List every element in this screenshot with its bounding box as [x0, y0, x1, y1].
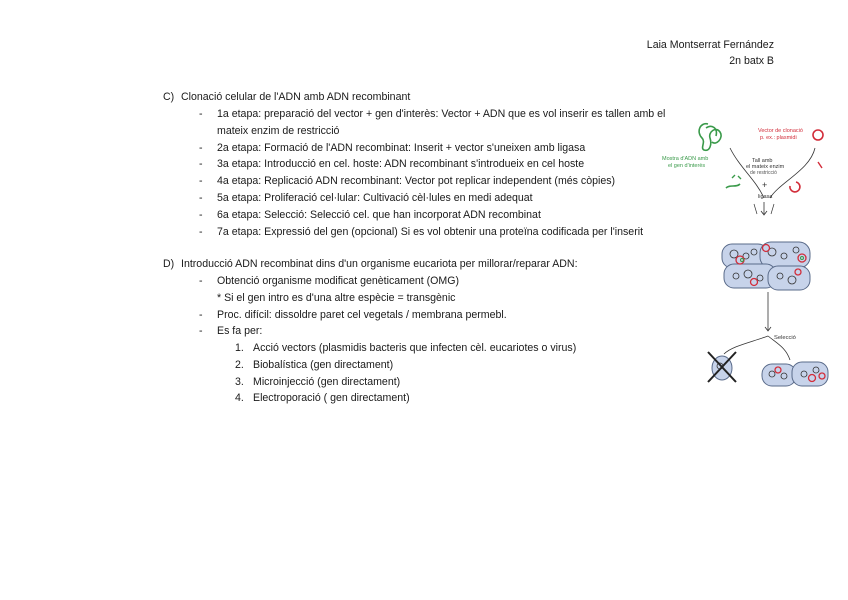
section-d-heading [163, 256, 578, 273]
list-item: - 4a etapa: Replicació ADN recombinant: Vector pot replicar independent (més còpies) [199, 175, 616, 188]
cut-plasmid-icon [790, 182, 800, 192]
list-item: - 7a etapa: Expressió del gen (opcional) Si es vol obtenir una proteïna codificada per l'inserit [199, 225, 644, 238]
list-item: * Si el gen intro es d'una altre espècie = transgènic [217, 291, 456, 304]
section-c-marker: C) [163, 91, 175, 103]
list-item: - 6a etapa: Selecció: Selecció cel. que han incorporat ADN recombinat [199, 208, 541, 221]
label-dna-sample-2: el gen d'interès [668, 163, 706, 169]
label-vector-1: Vector de clonació [758, 128, 803, 134]
rejected-cell [708, 352, 736, 382]
section-d-title: Introducció ADN recombinat dins d'un organisme eucariota per millorar/reparar ADN: [181, 258, 578, 270]
section-d-list [199, 273, 507, 340]
list-item: - 1a etapa: preparació del vector + gen d'interès: Vector + ADN que es vol inserir es tallen amb el [199, 108, 666, 120]
method-item: 2. Biobalística (gen directament) [235, 358, 394, 371]
dna-fragment-icon [726, 184, 740, 188]
method-item: 4. Electroporació ( gen directament) [235, 392, 410, 405]
label-cut-1: Tall amb [752, 158, 773, 164]
selection-diagram [702, 236, 842, 396]
cloning-diagram [660, 118, 840, 222]
class-label: 2n batx B [729, 55, 774, 67]
label-selection: Selecció [774, 335, 796, 341]
methods-list [235, 340, 576, 407]
list-item: - Obtenció organisme modificat genèticament (OMG) [199, 275, 459, 287]
section-c-heading [163, 89, 410, 106]
label-dna-sample-1: Mostra d'ADN amb [662, 156, 709, 162]
plus-sign: + [762, 180, 768, 190]
arrow-down-icon [765, 292, 771, 331]
plasmid-icon [813, 130, 823, 140]
dna-sample-icon [699, 124, 721, 151]
label-vector-2: p. ex.: plasmidi [760, 135, 797, 141]
method-item: 3. Microinjecció (gen directament) [235, 375, 401, 388]
cell-cluster [722, 242, 810, 290]
label-ligase: ligasa [758, 194, 773, 200]
label-cut-3: de restricció [750, 170, 777, 176]
author-name: Laia Montserrat Fernández [646, 39, 774, 51]
method-item: 1. Acció vectors (plasmidis bacteris que infecten cèl. eucariotes o virus) [235, 342, 577, 354]
arrow-down-icon [761, 202, 767, 215]
list-item: - Proc. difícil: dissoldre paret cel vegetals / membrana permebl. [199, 308, 507, 321]
selected-cells [762, 362, 828, 386]
list-item: - 3a etapa: Introducció en cel. hoste: ADN recombinant s'introdueix en cel hoste [199, 158, 585, 171]
section-c-list [199, 106, 665, 240]
section-c-title: Clonació celular de l'ADN amb ADN recombinant [181, 91, 411, 103]
list-item: - 2a etapa: Formació de l'ADN recombinat: Inserit + vector s'uneixen amb ligasa [199, 141, 586, 154]
list-item: - 5a etapa: Proliferació cel·lular: Cultivació cèl·lules en medi adequat [199, 191, 533, 204]
list-item: - Es fa per: [199, 325, 263, 338]
label-cut-2: el mateix enzim [746, 164, 785, 170]
list-item: mateix enzim de restricció [217, 124, 340, 137]
section-d-marker: D) [163, 258, 175, 270]
